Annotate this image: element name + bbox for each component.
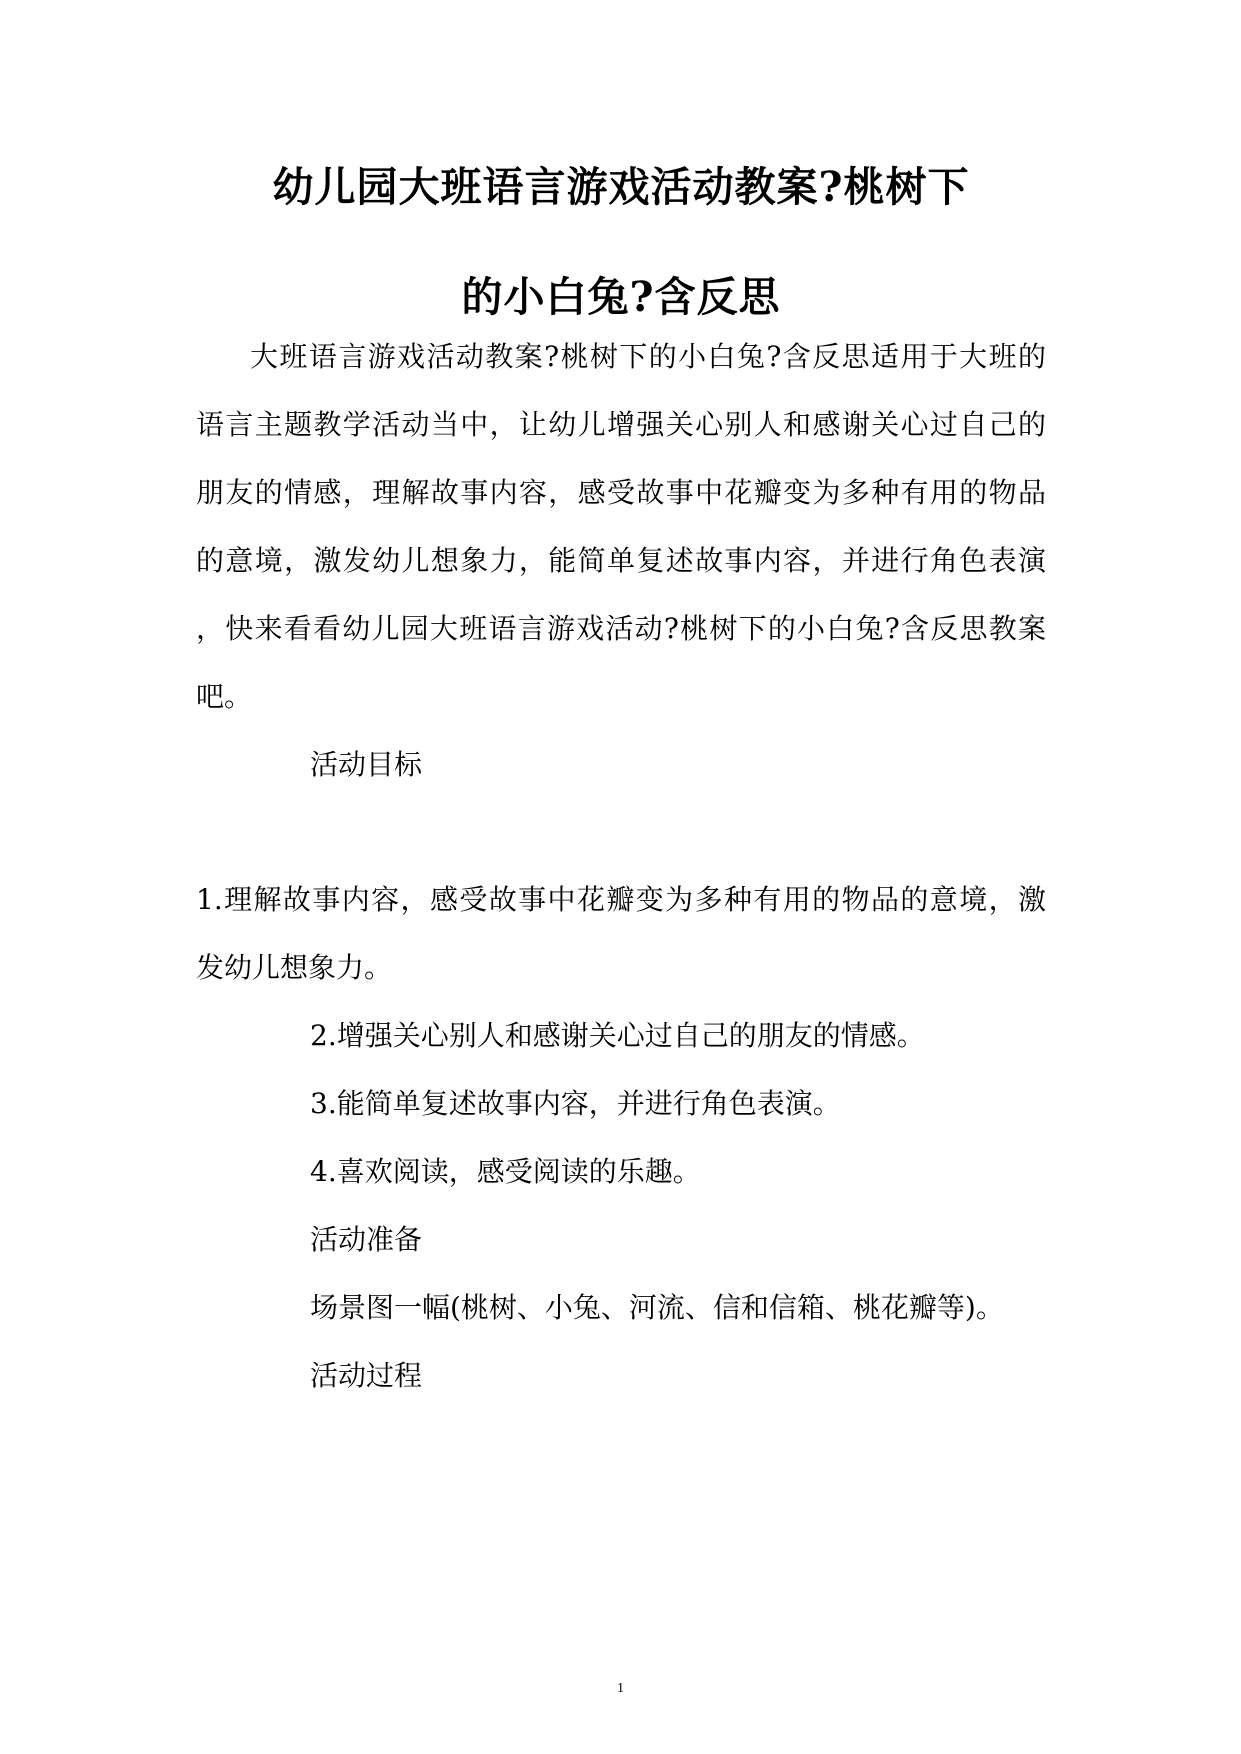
intro-paragraph-line: 的意境，激发幼儿想象力，能简单复述故事内容，并进行角色表演 [196, 544, 1046, 577]
intro-paragraph-line: 语言主题教学活动当中，让幼儿增强关心别人和感谢关心过自己的 [196, 408, 1046, 441]
goal-item-1-line: 发幼儿想象力。 [196, 951, 393, 984]
goal-item-3: 3.能简单复述故事内容，并进行角色表演。 [310, 1087, 841, 1120]
preparation-text: 场景图一幅(桃树、小兔、河流、信和信箱、桃花瓣等)。 [310, 1291, 1004, 1324]
section-heading-preparation: 活动准备 [310, 1223, 423, 1256]
document-title-line-1: 幼儿园大班语言游戏活动教案?桃树下 [272, 163, 970, 211]
goal-item-2: 2.增强关心别人和感谢关心过自己的朋友的情感。 [310, 1019, 925, 1052]
page-number: 1 [617, 1681, 624, 1696]
intro-paragraph-line: 吧。 [196, 680, 253, 713]
intro-paragraph-line: 朋友的情感，理解故事内容，感受故事中花瓣变为多种有用的物品 [196, 476, 1046, 509]
section-heading-process: 活动过程 [310, 1359, 423, 1392]
intro-paragraph-line: 大班语言游戏活动教案?桃树下的小白兔?含反思适用于大班的 [250, 340, 1046, 373]
section-heading-goals: 活动目标 [310, 748, 423, 781]
document-title-line-2: 的小白兔?含反思 [461, 273, 781, 321]
goal-item-4: 4.喜欢阅读，感受阅读的乐趣。 [310, 1155, 701, 1188]
goal-item-1-line: 1.理解故事内容，感受故事中花瓣变为多种有用的物品的意境，激 [196, 883, 1046, 916]
intro-paragraph-line: ，快来看看幼儿园大班语言游戏活动?桃树下的小白兔?含反思教案 [196, 612, 1046, 645]
